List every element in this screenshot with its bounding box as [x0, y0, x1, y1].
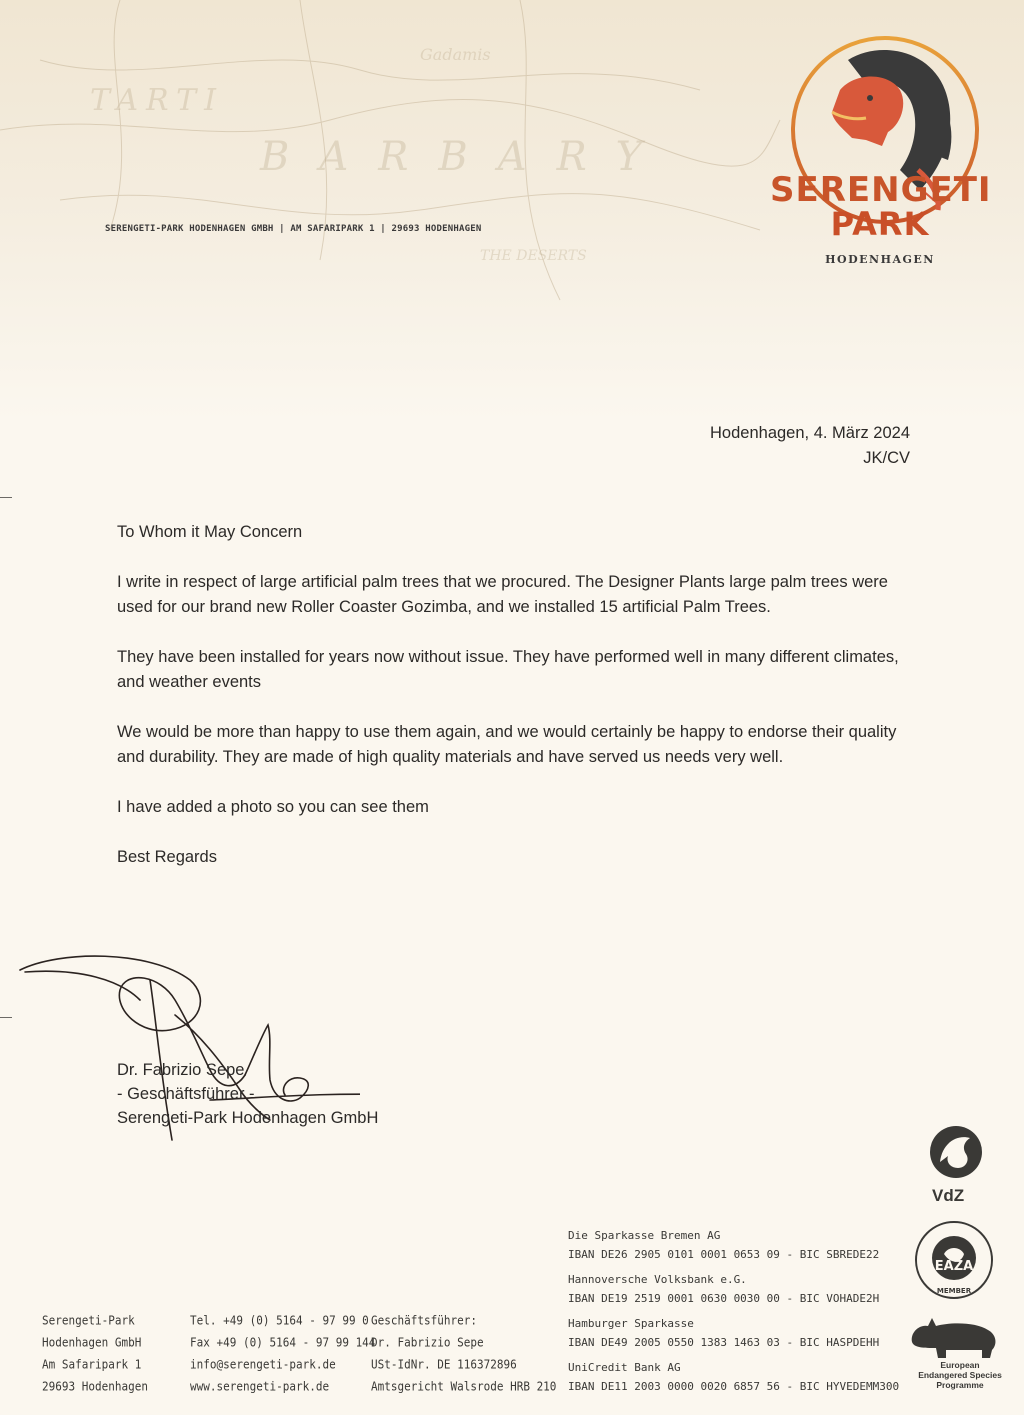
footer-management — [371, 1310, 556, 1398]
footer-line: Amtsgericht Walsrode HRB 210 — [371, 1379, 557, 1394]
vdz-label: VdZ — [932, 1186, 965, 1205]
vdz-logo-icon — [926, 1122, 986, 1182]
paragraph: They have been installed for years now without issue. They have performed well in many different climates, and weather events — [117, 648, 899, 691]
footer-website: www.serengeti-park.de — [190, 1379, 330, 1394]
svg-text:Gadamis: Gadamis — [420, 45, 491, 64]
paragraph: I write in respect of large artificial palm trees that we procured. The Designer Plants large palm trees were used for our brand new Roller Coaster Gozimba, and we installed 15 artificial Palm Trees. — [117, 573, 888, 616]
footer-line: USt-IdNr. DE 116372896 — [371, 1357, 517, 1372]
eaza-label: EAZA — [934, 1259, 974, 1274]
signature-block — [117, 1058, 378, 1130]
footer-line: Geschäftsführer: — [371, 1313, 477, 1328]
bank-iban: IBAN DE26 2905 0101 0001 0653 09 - BIC SBREDE22 — [568, 1248, 880, 1261]
bank-name: Die Sparkasse Bremen AG — [568, 1229, 721, 1242]
eaza-member-logo-icon — [912, 1218, 996, 1302]
sender-address-line: SERENGETI-PARK HODENHAGEN GMBH | AM SAFARIPARK 1 | 29693 HODENHAGEN — [105, 224, 482, 234]
logo-location: HODENHAGEN — [825, 253, 935, 266]
footer-contact — [190, 1310, 375, 1398]
reference-code: JK/CV — [863, 449, 910, 467]
bank-name: Hamburger Sparkasse — [568, 1317, 694, 1330]
signer-title: - Geschäftsführer - — [117, 1085, 255, 1103]
letter-body — [117, 520, 917, 870]
footer-email: info@serengeti-park.de — [190, 1357, 336, 1372]
bank-name: Hannoversche Volksbank e.G. — [568, 1273, 747, 1286]
svg-text:BARBARY: BARBARY — [260, 134, 672, 180]
signer-name: Dr. Fabrizio Sepe — [117, 1061, 245, 1079]
eep-line: Programme — [936, 1380, 984, 1390]
eep-line: European — [940, 1360, 980, 1370]
paragraph: I have added a photo so you can see them — [117, 798, 429, 816]
bank-iban: IBAN DE11 2003 0000 0020 6857 56 - BIC HYVEDEMM300 — [568, 1380, 900, 1393]
logo-name-serengeti: SERENGETI — [770, 170, 992, 210]
footer-address — [42, 1310, 148, 1398]
closing: Best Regards — [117, 848, 217, 866]
footer-line: Serengeti-Park — [42, 1313, 135, 1328]
salutation: To Whom it May Concern — [117, 523, 303, 541]
place-date: Hodenhagen, 4. März 2024 — [710, 424, 910, 442]
footer-phone: Tel. +49 (0) 5164 - 97 99 0 — [190, 1313, 369, 1328]
bank-iban: IBAN DE19 2519 0001 0630 0030 00 - BIC VOHADE2H — [568, 1292, 880, 1305]
footer-bank-details — [568, 1226, 899, 1396]
footer-line: Dr. Fabrizio Sepe — [371, 1335, 484, 1350]
logo-name-park: PARK — [830, 205, 930, 243]
fold-mark — [0, 497, 12, 498]
signer-company: Serengeti-Park Hodenhagen GmbH — [117, 1109, 379, 1127]
paragraph: We would be more than happy to use them again, and we would certainly be happy to endorse their quality and durability. They are made of high quality materials and have served us needs very well. — [117, 723, 897, 766]
svg-text:THE DESERTS: THE DESERTS — [480, 248, 587, 264]
footer-line: Hodenhagen GmbH — [42, 1335, 142, 1350]
eaza-member-label: MEMBER — [936, 1287, 972, 1295]
footer-line: 29693 Hodenhagen — [42, 1379, 148, 1394]
eep-label — [910, 1360, 1010, 1390]
bank-iban: IBAN DE49 2005 0550 1383 1463 03 - BIC HASPDEHH — [568, 1336, 880, 1349]
svg-text:TARTI: TARTI — [90, 83, 224, 118]
eep-rhino-logo-icon — [906, 1312, 1002, 1360]
bank-name: UniCredit Bank AG — [568, 1361, 681, 1374]
date-reference-block — [710, 421, 910, 471]
eep-line: Endangered Species — [918, 1370, 1002, 1380]
footer-line: Am Safaripark 1 — [42, 1357, 142, 1372]
footer-fax: Fax +49 (0) 5164 - 97 99 144 — [190, 1335, 376, 1350]
